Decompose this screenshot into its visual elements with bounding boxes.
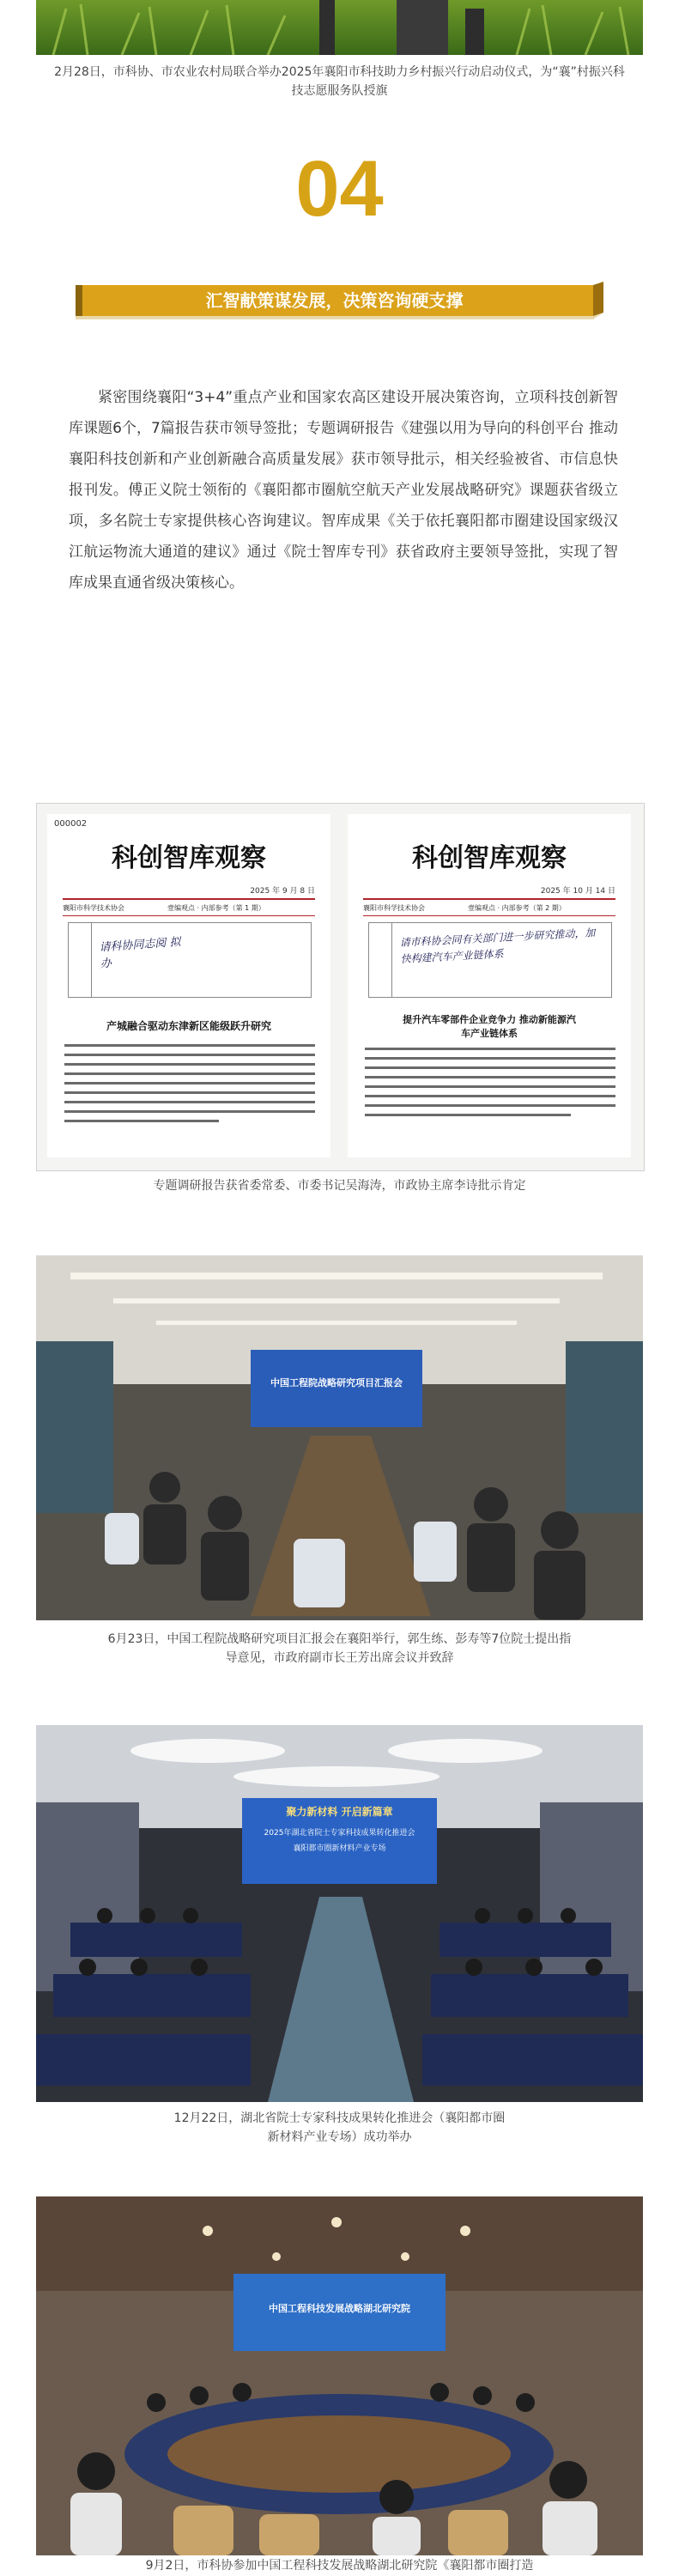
- document-serial: 000002: [54, 819, 88, 829]
- document-date: 2025 年 10 月 14 日: [540, 887, 615, 896]
- section-title: 汇智献策谋发展，决策咨询硬支撑: [205, 290, 464, 311]
- handwritten-note: 请科协同志阅 拟办: [99, 935, 182, 971]
- meeting-screen-text: 中国工程科技发展战略湖北研究院: [269, 2303, 410, 2314]
- top-photo-caption: 2月28日，市科协、市农业农村局联合举办2025年襄阳市科技助力乡村振兴行动启动仪式，为“襄”村振兴科技志愿服务队授旗: [54, 65, 625, 98]
- meeting-banner-line-2: 2025年湖北省院士专家科技成果转化推进会: [264, 1829, 415, 1838]
- document-date: 2025 年 9 月 8 日: [250, 887, 315, 896]
- instruction-box: [368, 922, 612, 998]
- meeting-june-caption: 6月23日，中国工程院战略研究项目汇报会在襄阳举行，郭生练、彭寿等7位院士提出指导意见，市政府副市长王芳出席会议并致辞: [107, 1632, 572, 1665]
- document-org: 襄阳市科学技术协会: [63, 904, 124, 912]
- section-number: 04: [295, 145, 384, 233]
- meeting-photo-september: [36, 2196, 643, 2555]
- document-issue: 壹编观点 · 内部参考（第 2 期）: [468, 904, 566, 912]
- documents-caption: 专题调研报告获省委常委、市委书记吴海涛，市政协主席李诗批示肯定: [153, 1179, 526, 1193]
- document-org: 襄阳市科学技术协会: [363, 904, 425, 912]
- meeting-screen-text: 中国工程院战略研究项目汇报会: [270, 1377, 403, 1388]
- top-photo: [36, 0, 643, 55]
- document-text-lines: [365, 1048, 615, 1133]
- meeting-banner-line-1: 聚力新材料 开启新篇章: [286, 1806, 393, 1818]
- body-paragraph: 紧密围绕襄阳“3+4”重点产业和国家农高区建设开展决策咨询，立项科技创新智库课题6个，7篇报告获市领导签批；专题调研报告《建强以用为导向的科创平台 推动襄阳科技创新和产业创新融合高质量发展》获市领导批示，相关经验被省、市信息快报刊发。傅正义院士领衔的《襄阳都市圈航空航天产业发展战略研究》课题获省级立项，多名院士专家提供核心咨询建议。智库成果《关于依托襄阳都市圈建设国家级汉江航运物流大通道的建议》通过《院士智库专刊》获省政府主要领导签批，实现了智库成果直通省级决策核心。: [69, 389, 618, 592]
- handwritten-note: 请市科协会同有关部门进一步研究推动，加快构建汽车产业链体系: [399, 927, 596, 965]
- section-title-banner: [76, 282, 603, 319]
- meeting-banner-line-3: 襄阳都市圈新材料产业专场: [293, 1844, 386, 1853]
- document-masthead: 科创智库观察: [112, 843, 266, 873]
- document-page-2: [348, 814, 631, 1157]
- meeting-photo-june: [36, 1255, 643, 1620]
- meeting-december-caption: 12月22日，湖北省院士专家科技成果转化推进会（襄阳都市圈新材料产业专场）成功举办: [173, 2111, 506, 2144]
- document-headline: 产城融合驱动东津新区能级跃升研究: [106, 1020, 271, 1032]
- meeting-photo-december: [36, 1725, 643, 2102]
- document-masthead: 科创智库观察: [412, 843, 567, 873]
- document-issue: 壹编观点 · 内部参考（第 1 期）: [167, 904, 265, 912]
- document-text-lines: [64, 1044, 315, 1130]
- document-page-1: [47, 814, 330, 1157]
- instruction-box: [68, 922, 312, 998]
- document-headline: 提升汽车零部件企业竞争力 推动新能源汽车产业链体系: [403, 1014, 576, 1039]
- meeting-september-caption: 9月2日，市科协参加中国工程科技发展战略湖北研究院《襄阳都市圈打造: [145, 2559, 534, 2573]
- document-scans: [36, 803, 645, 1171]
